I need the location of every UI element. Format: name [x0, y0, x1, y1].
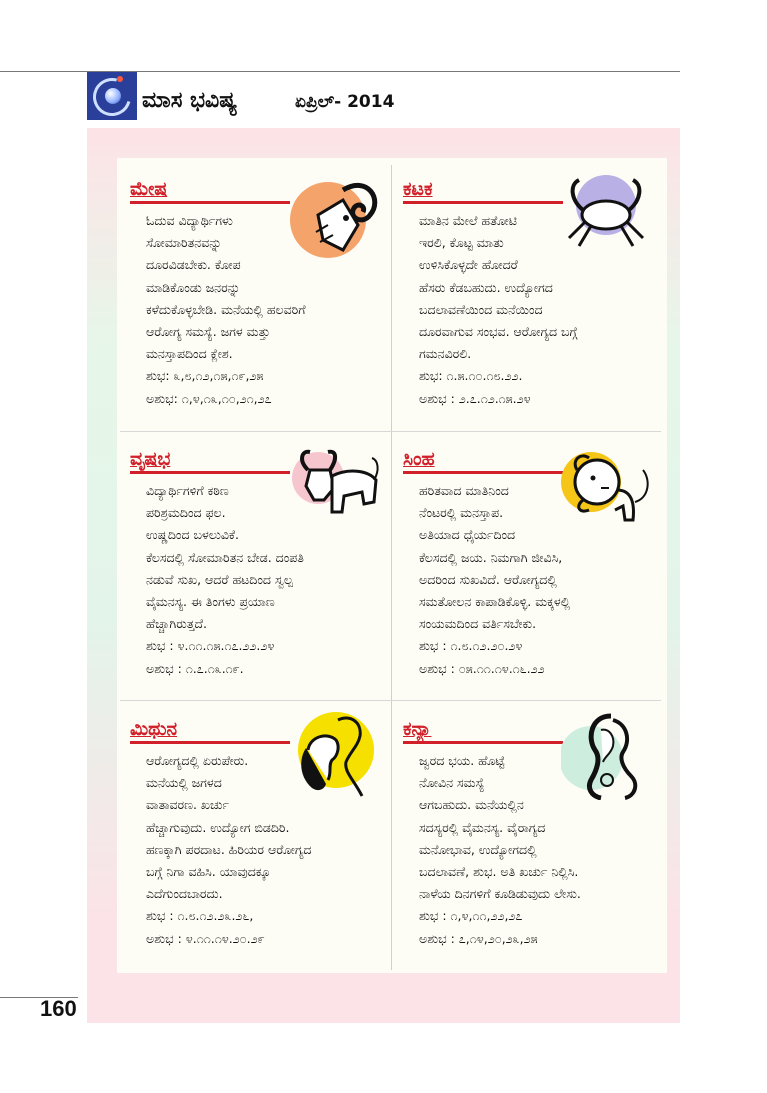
text-line: ಎದೆಗುಂದಬಾರದು.: [146, 886, 223, 902]
sign-title: ಮೇಷ: [130, 178, 168, 200]
sign-text: [419, 480, 669, 680]
text-line: ನೋವಿನ ಸಮಸ್ಯೆ: [419, 775, 485, 791]
text-line: ನಡುವೆ ಸುಖ, ಆದರೆ ಹಟದಿಂದ ಸ್ವಲ್ಪ: [146, 571, 293, 587]
sign-title: ವೃಷಭ: [130, 448, 171, 470]
astrology-logo: [87, 72, 137, 120]
unlucky-dates: ಅಶುಭ : ೦೫.೧೧.೧೪.೧೬.೨೨: [419, 660, 545, 676]
sign-underline: [130, 201, 290, 204]
text-line: ಸದಸ್ಯರಲ್ಲಿ ವೈಮನಸ್ಯ. ವೈರಾಗ್ಯದ: [419, 819, 546, 835]
sign-underline: [403, 471, 563, 474]
sign-underline: [403, 741, 563, 744]
text-line: ಪರಿಶ್ರಮದಿಂದ ಫಲ.: [146, 505, 226, 521]
lucky-dates: ಶುಭ : ೧.೮.೧೨.೨೦.೨೪: [419, 638, 523, 654]
lucky-dates: ಶುಭ: ೧.೫.೧೦.೧೮.೨೨.: [419, 368, 523, 384]
text-line: ವಿದ್ಯಾರ್ಥಿಗಳಿಗೆ ಕಠಿಣ: [146, 483, 229, 498]
lucky-dates: ಶುಭ: ೩,೮,೧೨,೧೫,೧೯,೨೫: [146, 368, 264, 384]
lucky-dates: ಶುಭ : ೧,೪,೧೧,೨೨,೨೭: [419, 908, 523, 924]
sign-section-simha: [393, 432, 663, 692]
text-line: ಓದುವ ವಿದ್ಯಾರ್ಥಿಗಳು: [146, 213, 233, 228]
text-line: ಬಗ್ಗೆ ನಿಗಾ ವಹಿಸಿ. ಯಾವುದಕ್ಕೂ: [146, 864, 271, 880]
text-line: ಉಷ್ಣದಿಂದ ಬಳಲುವಿಕೆ.: [146, 527, 239, 543]
text-line: ಆರೋಗ್ಯ ಸಮಸ್ಯೆ. ಜಗಳ ಮತ್ತು: [146, 324, 271, 340]
sign-title: ಕನ್ಯಾ: [403, 718, 432, 740]
text-line: ಗಮನವಿರಲಿ.: [419, 346, 472, 362]
lucky-dates: ಶುಭ : ೪.೧೧.೧೫.೧೭.೨೨.೨೪: [146, 638, 275, 654]
text-line: ಬದಲಾವಣೆಯಿಂದ ಮನೆಯಿಂದ: [419, 301, 543, 317]
text-line: ಸೋಮಾರಿತನವನ್ನು: [146, 235, 222, 251]
sign-underline: [403, 201, 563, 204]
text-line: ಮನಸ್ತಾಪದಿಂದ ಕ್ಲೇಶ.: [146, 346, 233, 362]
text-line: ಸಮತೋಲನ ಕಾಪಾಡಿಕೊಳ್ಳಿ. ಮಕ್ಕಳಲ್ಲಿ: [419, 594, 571, 610]
text-line: ಆರೋಗ್ಯದಲ್ಲಿ ಏರುಪೇರು.: [146, 753, 249, 768]
unlucky-dates: ಅಶುಭ : ೭,೧೪,೨೦,೨೩,೨೫: [419, 930, 538, 946]
text-line: ಹೆಚ್ಚಾಗುವುದು. ಉದ್ಯೋಗ ಬಿಡದಿರಿ.: [146, 819, 290, 835]
sign-text: [146, 210, 396, 410]
sign-text: [146, 750, 396, 950]
unlucky-dates: ಅಶುಭ: ೧,೪,೧೩,೧೦,೨೧,೨೭: [146, 390, 272, 406]
unlucky-dates: ಅಶುಭ : ೧.೭.೧೩.೧೯.: [146, 660, 244, 676]
text-line: ಹಣಕ್ಕಾಗಿ ಪರದಾಟ. ಹಿರಿಯರ ಆರೋಗ್ಯದ: [146, 841, 312, 857]
text-line: ವಾತಾವರಣ. ಖರ್ಚು: [146, 797, 230, 813]
planet-icon: [105, 88, 121, 104]
text-line: ಮಾತಿನ ಮೇಲೆ ಹತೋಟಿ: [419, 213, 517, 228]
sign-underline: [130, 741, 290, 744]
text-line: ನೆಂಟರಲ್ಲಿ ಮನಸ್ತಾಪ.: [419, 505, 504, 521]
text-line: ದೂರವಿಡಬೇಕು. ಕೋಪ: [146, 257, 241, 273]
unlucky-dates: ಅಶುಭ : ೨.೭.೧೨.೧೫.೨೪: [419, 390, 531, 406]
text-line: ಬದಲಾವಣೆ, ಶುಭ. ಅತಿ ಖರ್ಚು ನಿಲ್ಲಿಸಿ.: [419, 864, 579, 880]
star-icon: [117, 76, 123, 82]
sign-text: [146, 480, 396, 680]
text-line: ಅತಿಯಾದ ಧೈರ್ಯದಿಂದ: [419, 527, 516, 543]
text-line: ಕೆಲಸದಲ್ಲಿ ಜಯ. ನಿಮಗಾಗಿ ಜೀವಿಸಿ,: [419, 549, 563, 565]
sign-title: ಸಿಂಹ: [403, 448, 435, 470]
text-line: ಹರಿತವಾದ ಮಾತಿನಿಂದ: [419, 483, 509, 498]
lucky-dates: ಶುಭ : ೧.೮.೧೨.೨೩.೨೬,: [146, 908, 254, 924]
unlucky-dates: ಅಶುಭ : ೪.೧೧.೧೪.೨೦.೨೯: [146, 930, 265, 946]
text-line: ಮಾಡಿಕೊಂಡು ಜನರನ್ನು: [146, 279, 241, 295]
sign-section-mithuna: [120, 702, 390, 962]
sign-text: [419, 210, 669, 410]
text-line: ಇರಲಿ, ಕೊಟ್ಟ ಮಾತು: [419, 235, 504, 251]
text-line: ನಾಳೆಯ ದಿನಗಳಿಗೆ ಕೂಡಿಡುವುದು ಲೇಸು.: [419, 886, 581, 902]
text-line: ಹೆಚ್ಚಾಗಿರುತ್ತದೆ.: [146, 616, 208, 632]
row-divider: [120, 700, 661, 701]
text-line: ಸಂಯಮದಿಂದ ವರ್ತಿಸಬೇಕು.: [419, 616, 537, 632]
sign-text: [419, 750, 669, 950]
text-line: ಕೆಲಸದಲ್ಲಿ ಸೋಮಾರಿತನ ಬೇಡ. ದಂಪತಿ: [146, 549, 304, 565]
sign-title: ಮಿಥುನ: [130, 718, 178, 740]
sign-section-kanya: [393, 702, 663, 962]
page-title: ಮಾಸ ಭವಿಷ್ಯ: [142, 88, 238, 113]
text-line: ಜ್ವರದ ಭಯ. ಹೊಟ್ಟೆ: [419, 753, 505, 768]
page-number: 160: [40, 996, 77, 1021]
sign-title: ಕಟಕ: [403, 178, 433, 200]
text-line: ಆಗಬಹುದು. ಮನೆಯಲ್ಲಿನ: [419, 797, 524, 813]
sign-section-kataka: [393, 162, 663, 422]
sign-section-mesha: [120, 162, 390, 422]
text-line: ಉಳಿಸಿಕೊಳ್ಳದೇ ಹೋದರೆ: [419, 257, 518, 273]
text-line: ಮನೋಭಾವ, ಉದ್ಯೋಗದಲ್ಲಿ: [419, 841, 537, 857]
text-line: ಹೆಸರು ಕೆಡಬಹುದು. ಉದ್ಯೋಗದ: [419, 279, 553, 295]
text-line: ದೂರವಾಗುವ ಸಂಭವ. ಆರೋಗ್ಯದ ಬಗ್ಗೆ: [419, 324, 578, 340]
text-line: ಕಳೆದುಕೊಳ್ಳಬೇಡಿ. ಮನೆಯಲ್ಲಿ ಹಲವರಿಗೆ: [146, 301, 306, 317]
text-line: ವೈಮನಸ್ಯ. ಈ ತಿಂಗಳು ಪ್ರಯಾಣ: [146, 594, 275, 610]
text-line: ಮನೆಯಲ್ಲಿ ಜಗಳದ: [146, 775, 222, 791]
text-line: ಅದರಿಂದ ಸುಖವಿದೆ. ಆರೋಗ್ಯದಲ್ಲಿ: [419, 571, 557, 587]
sign-section-vrushabha: [120, 432, 390, 692]
sign-underline: [130, 471, 290, 474]
page-month: ಏಪ್ರಿಲ್- 2014: [295, 92, 395, 112]
